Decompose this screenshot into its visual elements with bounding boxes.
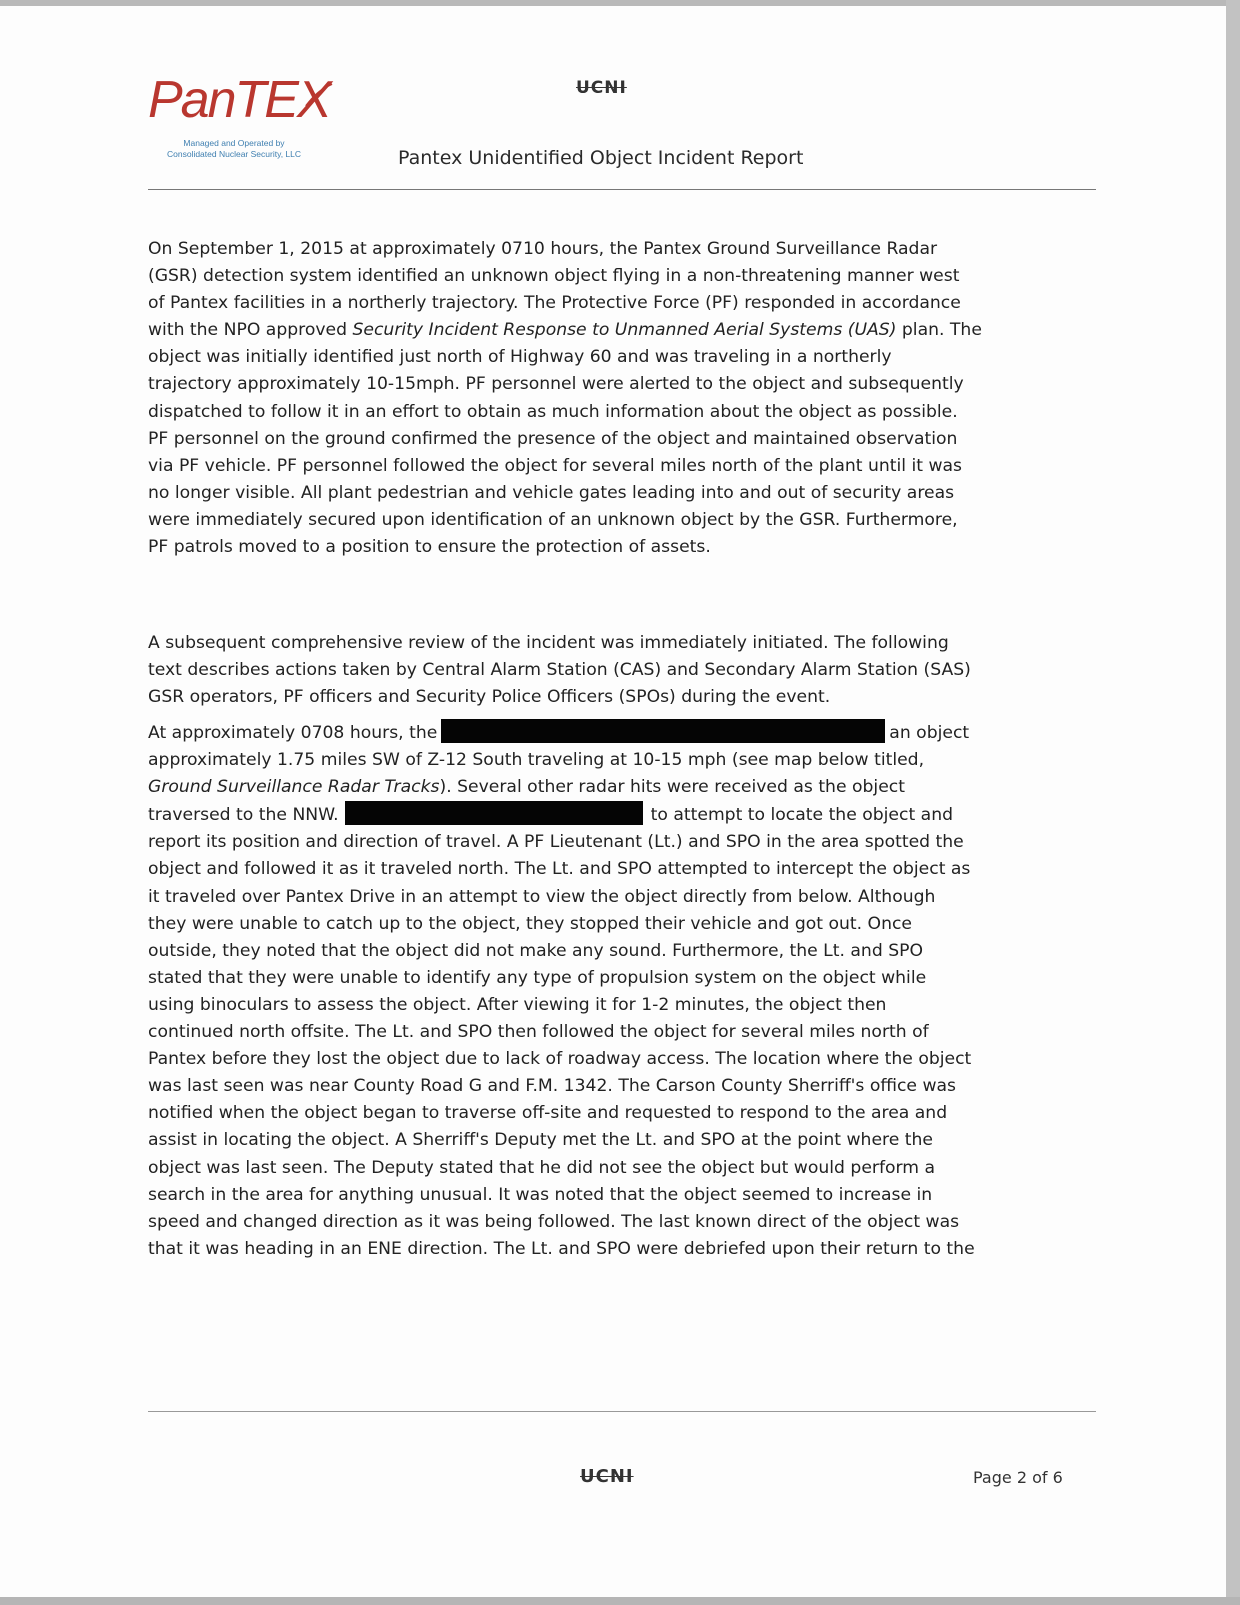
text-line: dispatched to follow it in an effort to obtain as much information about the object as possible. bbox=[148, 401, 958, 422]
logo-subtitle-line2: Consolidated Nuclear Security, LLC bbox=[166, 149, 302, 159]
text-line: notified when the object began to traverse off-site and requested to respond to the area and bbox=[148, 1103, 948, 1124]
text-line: outside, they noted that the object did not make any sound. Furthermore, the Lt. and SPO bbox=[148, 940, 924, 961]
page-number: Page 2 of 6 bbox=[973, 1468, 1063, 1487]
logo-wordmark: PanTEX bbox=[148, 71, 330, 129]
text-line bbox=[148, 774, 975, 801]
pantex-logo bbox=[134, 70, 374, 170]
text-run: ). Several other radar hits were received as the object bbox=[439, 777, 905, 798]
text-line: (GSR) detection system identified an unknown object flying in a non-threatening manner west bbox=[148, 266, 960, 287]
text-line: PF patrols moved to a position to ensure the protection of assets. bbox=[148, 537, 711, 558]
text-line: no longer visible. All plant pedestrian and vehicle gates leading into and out of security areas bbox=[148, 482, 955, 503]
redaction-block bbox=[345, 801, 643, 825]
text-line: using binoculars to assess the object. After viewing it for 1-2 minutes, the object then bbox=[148, 994, 887, 1015]
header-divider bbox=[148, 189, 1096, 190]
map-title: Ground Surveillance Radar Tracks bbox=[148, 777, 440, 798]
text-line bbox=[148, 801, 975, 829]
footer-classification-marking: UCNI bbox=[580, 1466, 634, 1487]
scan-top-edge bbox=[0, 0, 1240, 6]
text-line: approximately 1.75 miles SW of Z-12 South traveling at 10-15 mph (see map below titled, bbox=[148, 750, 925, 771]
paragraph-review bbox=[148, 630, 971, 711]
text-line: continued north offsite. The Lt. and SPO then followed the object for several miles north of bbox=[148, 1022, 929, 1043]
text-line: search in the area for anything unusual. It was noted that the object seemed to increase in bbox=[148, 1184, 933, 1205]
text-run: with the NPO approved bbox=[148, 320, 353, 341]
text-line: object was last seen. The Deputy stated that he did not see the object but would perform a bbox=[148, 1157, 936, 1178]
footer-divider bbox=[148, 1411, 1096, 1412]
text-line: report its position and direction of travel. A PF Lieutenant (Lt.) and SPO in the area spotted the bbox=[148, 832, 964, 853]
text-line: it traveled over Pantex Drive in an attempt to view the object directly from below. Although bbox=[148, 886, 936, 907]
text-line: text describes actions taken by Central Alarm Station (CAS) and Secondary Alarm Station (SAS) bbox=[148, 660, 971, 681]
text-line: of Pantex facilities in a northerly trajectory. The Protective Force (PF) responded in accordance bbox=[148, 293, 961, 314]
text-line bbox=[148, 317, 982, 344]
logo-subtitle-line1: Managed and Operated by bbox=[183, 138, 285, 148]
text-line: A subsequent comprehensive review of the incident was immediately initiated. The following bbox=[148, 633, 949, 653]
plan-title: Security Incident Response to Unmanned Aerial Systems (UAS) bbox=[352, 320, 897, 341]
paragraph-incident-summary bbox=[148, 236, 982, 561]
report-title: Pantex Unidentified Object Incident Report bbox=[398, 147, 804, 169]
text-line: via PF vehicle. PF personnel followed the object for several miles north of the plant until it was bbox=[148, 455, 963, 476]
text-line: they were unable to catch up to the object, they stopped their vehicle and got out. Once bbox=[148, 913, 912, 934]
text-line: was last seen was near County Road G and F.M. 1342. The Carson County Sherriff's office was bbox=[148, 1076, 956, 1097]
scan-bottom-edge bbox=[0, 1597, 1240, 1605]
text-line: speed and changed direction as it was being followed. The last known direct of the object was bbox=[148, 1211, 960, 1232]
text-run: to attempt to locate the object and bbox=[650, 805, 953, 826]
text-line: On September 1, 2015 at approximately 0710 hours, the Pantex Ground Surveillance Radar bbox=[148, 239, 938, 259]
text-run: an object bbox=[889, 723, 970, 743]
paragraph-timeline bbox=[148, 719, 975, 1263]
logo-swoosh-icon bbox=[304, 80, 334, 110]
header-classification-marking: UCNI bbox=[576, 78, 627, 98]
text-line: PF personnel on the ground confirmed the presence of the object and maintained observation bbox=[148, 428, 958, 449]
scan-right-edge bbox=[1226, 0, 1240, 1605]
text-run: traversed to the NNW. bbox=[148, 805, 339, 826]
text-run: At approximately 0708 hours, the bbox=[148, 723, 438, 743]
text-line: Pantex before they lost the object due to lack of roadway access. The location where the object bbox=[148, 1049, 972, 1070]
text-line: that it was heading in an ENE direction. The Lt. and SPO were debriefed upon their return to the bbox=[148, 1238, 975, 1259]
text-line: object was initially identified just north of Highway 60 and was traveling in a northerly bbox=[148, 347, 892, 368]
text-line: object and followed it as it traveled north. The Lt. and SPO attempted to intercept the object as bbox=[148, 859, 971, 880]
text-line: GSR operators, PF officers and Security Police Officers (SPOs) during the event. bbox=[148, 687, 831, 708]
text-line: were immediately secured upon identification of an unknown object by the GSR. Furthermore, bbox=[148, 509, 958, 530]
text-line bbox=[148, 719, 975, 747]
text-line: stated that they were unable to identify any type of propulsion system on the object while bbox=[148, 967, 927, 988]
redaction-block bbox=[441, 719, 885, 743]
text-line: trajectory approximately 10-15mph. PF personnel were alerted to the object and subsequently bbox=[148, 374, 964, 395]
text-run: plan. The bbox=[896, 320, 982, 341]
text-line: assist in locating the object. A Sherriff's Deputy met the Lt. and SPO at the point where the bbox=[148, 1130, 933, 1151]
logo-subtitle bbox=[134, 138, 334, 160]
